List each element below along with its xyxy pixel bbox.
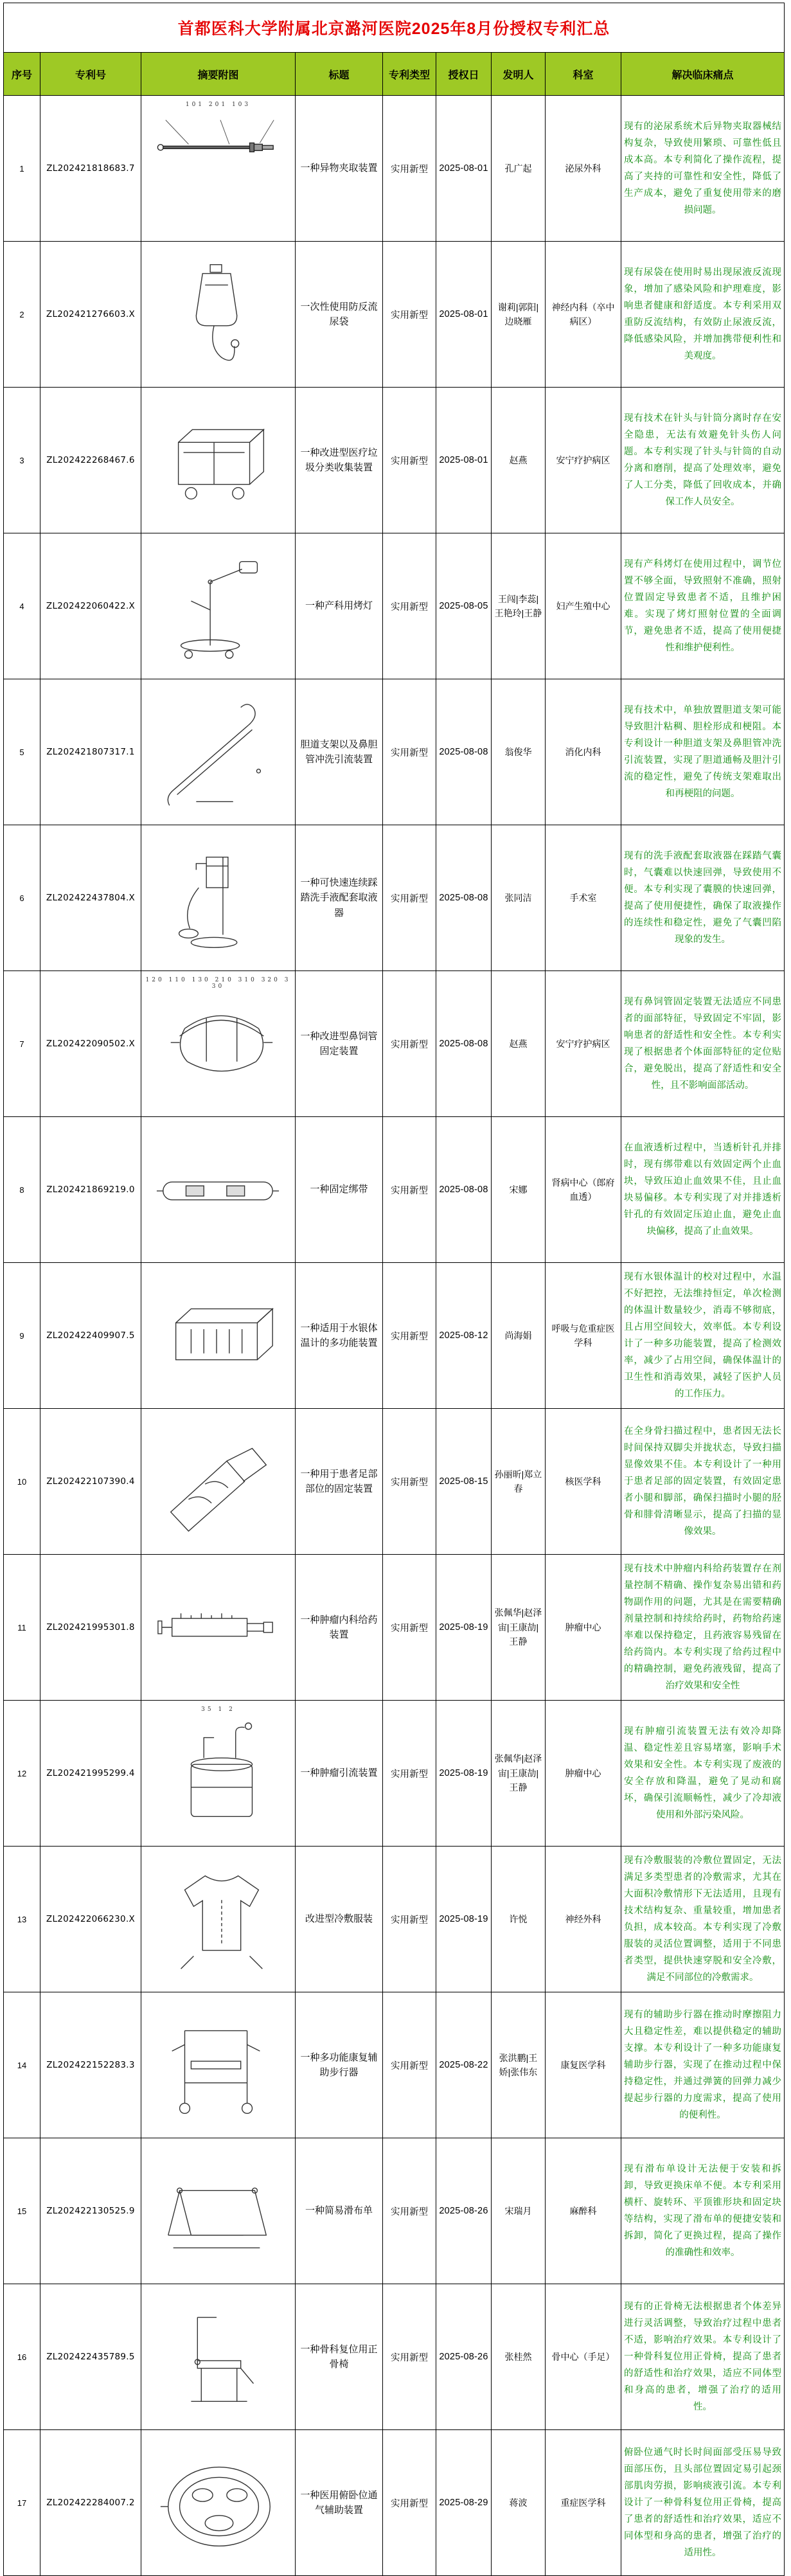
- patent-title-cell: 一种适用于水银体温计的多功能装置: [296, 1263, 383, 1409]
- prone-support-icon: [152, 2443, 285, 2563]
- grant-date-cell: 2025-08-19: [436, 1847, 492, 1992]
- bonesetting-chair-icon: [152, 2297, 285, 2417]
- table-row: [4, 533, 785, 679]
- pain-point-cell: 现有水银体温计的校对过程中，水温不好把控，无法维持恒定，单次检测的体温计数量较少，消毒不够彻底，且占用空间较大，效率低。本专利设计了一种多功能装置，提高了检测效率，减少了占用空间，确保体温计的卫生性和消毒效果，减轻了医护人员的工作压力。: [621, 1263, 785, 1409]
- patent-summary-sheet: [0, 3, 791, 2573]
- figure-cell: [141, 1409, 296, 1555]
- patent-number-cell: ZL202421807317.1: [40, 679, 141, 825]
- grant-date-cell: 2025-08-15: [436, 1409, 492, 1555]
- figure-callout-labels: 101 201 103: [185, 101, 251, 108]
- figure-cell: [141, 1263, 296, 1409]
- pain-point-cell: 现有的辅助步行器在推动时摩擦阻力大且稳定性差，难以提供稳定的辅助支撑。本专利设计了一种多功能康复辅助步行器，实现了在推动过程中保持稳定性，并通过弹簧的回弹力减少提起步行器的力度需求，提高了使用的便利性。: [621, 1992, 785, 2138]
- waste-cart-icon: [152, 400, 285, 520]
- patent-number-cell: ZL202422435789.5: [40, 2284, 141, 2430]
- grant-date-cell: 2025-08-01: [436, 242, 492, 388]
- inventors-cell: 宋娜: [492, 1117, 546, 1263]
- table-row: [4, 1992, 785, 2138]
- grant-date-cell: 2025-08-08: [436, 825, 492, 971]
- pain-point-cell: 现有尿袋在使用时易出现尿液反流现象，增加了感染风险和护理难度，影响患者健康和舒适度。本专利采用双重防反流结构，有效防止尿液反流，降低感染风险，并增加携带便利性和美观度。: [621, 242, 785, 388]
- figure-cell: [141, 242, 296, 388]
- cooling-garment-drawing: [144, 1850, 292, 1989]
- inventors-cell: 翁俊华: [492, 679, 546, 825]
- grant-date-cell: 2025-08-08: [436, 679, 492, 825]
- header-date: 授权日: [436, 53, 492, 96]
- patent-title-cell: 一种可快速连续踩踏洗手液配套取液器: [296, 825, 383, 971]
- table-row: [4, 2138, 785, 2284]
- urine-bag-drawing: [144, 246, 292, 384]
- table-row: [4, 242, 785, 388]
- grant-date-cell: 2025-08-01: [436, 388, 492, 533]
- table-row: [4, 971, 785, 1117]
- patent-type-cell: 实用新型: [383, 1117, 436, 1263]
- patent-title-cell: 胆道支架以及鼻胆管冲洗引流装置: [296, 679, 383, 825]
- serial-number-cell: 14: [4, 1992, 40, 2138]
- pain-point-cell: 现有的正骨椅无法根据患者个体差异进行灵活调整，导致治疗过程中患者不适，影响治疗效果。本专利设计了一种骨科复位用正骨椅，提高了患者的舒适性和治疗效果，适应不同体型和身高的患者，增强了治疗的适用性。: [621, 2284, 785, 2430]
- grant-date-cell: 2025-08-19: [436, 1701, 492, 1847]
- patent-type-cell: 实用新型: [383, 2430, 436, 2576]
- patent-table: [3, 3, 785, 2576]
- patent-type-cell: 实用新型: [383, 679, 436, 825]
- bonesetting-chair-drawing: [144, 2288, 292, 2426]
- walker-icon: [152, 2005, 285, 2125]
- patent-number-cell: ZL202422284007.2: [40, 2430, 141, 2576]
- serial-number-cell: 17: [4, 2430, 40, 2576]
- heat-lamp-icon: [152, 546, 285, 666]
- pain-point-cell: 现有肿瘤引流装置无法有效冷却降温、稳定性差且容易堵塞，影响手术效果和安全性。本专利实现了废液的安全存放和降温，避免了晃动和腐坏，确保引流顺畅性，减少了冷却液使用和外部污染风险。: [621, 1701, 785, 1847]
- figure-callout-labels: 120 110 130 210 310 320 330: [145, 976, 291, 990]
- pain-point-cell: 现有技术中，单独放置胆道支架可能导致胆汁粘稠、胆栓形成和梗阻。本专利设计一种胆道支架及鼻胆管冲洗引流装置，实现了胆道通畅及胆汁引流的稳定性，避免了传统支架难取出和再梗阻的问题。: [621, 679, 785, 825]
- table-row: [4, 1555, 785, 1701]
- pain-point-cell: 现有冷敷服装的冷敷位置固定，无法满足多类型患者的冷敷需求，尤其在大面积冷敷情形下无法适用，且现有技术结构复杂、重量较重，增加患者负担，成本较高。本专利实现了冷敷服装的灵活位置调整，适用于不同患者类型，提供快速穿脱和安全冷敷，满足不同部位的冷敷需求。: [621, 1847, 785, 1992]
- figure-cell: [141, 679, 296, 825]
- waste-cart-drawing: [144, 391, 292, 530]
- serial-number-cell: 3: [4, 388, 40, 533]
- department-cell: 消化内科: [546, 679, 621, 825]
- patent-title-cell: 一种异物夹取装置: [296, 96, 383, 242]
- patent-title-cell: 一种产科用烤灯: [296, 533, 383, 679]
- patent-number-cell: ZL202422130525.9: [40, 2138, 141, 2284]
- header-figure: 摘要附图: [141, 53, 296, 96]
- figure-cell: [141, 96, 296, 242]
- patent-title-cell: 一种肿瘤内科给药装置: [296, 1555, 383, 1701]
- inventors-cell: 宋瑞月: [492, 2138, 546, 2284]
- grant-date-cell: 2025-08-12: [436, 1263, 492, 1409]
- patent-type-cell: 实用新型: [383, 971, 436, 1117]
- pain-point-cell: 现有产科烤灯在使用过程中，调节位置不够全面，导致照射不准确，照射位置固定导致患者不适，且维护困难。实现了烤灯照射位置的全面调节，避免患者不适，提高了使用便捷性和维护便利性。: [621, 533, 785, 679]
- department-cell: 核医学科: [546, 1409, 621, 1555]
- serial-number-cell: 2: [4, 242, 40, 388]
- figure-cell: [141, 1555, 296, 1701]
- table-row: [4, 2430, 785, 2576]
- inventors-cell: 蒋波: [492, 2430, 546, 2576]
- figure-cell: [141, 1847, 296, 1992]
- patent-number-cell: ZL202422409907.5: [40, 1263, 141, 1409]
- patent-number-cell: ZL202422107390.4: [40, 1409, 141, 1555]
- inventors-cell: 孔广起: [492, 96, 546, 242]
- inventors-cell: 张佩华|赵泽宙|王康劼|王静: [492, 1555, 546, 1701]
- inventors-cell: 谢莉|郭阳|边晓雁: [492, 242, 546, 388]
- serial-number-cell: 13: [4, 1847, 40, 1992]
- department-cell: 康复医学科: [546, 1992, 621, 2138]
- slide-sheet-icon: [152, 2151, 285, 2271]
- patent-title-cell: 一种改进型鼻饲管固定装置: [296, 971, 383, 1117]
- patent-number-cell: ZL202421276603.X: [40, 242, 141, 388]
- header-pain-points: 解决临床痛点: [621, 53, 785, 96]
- department-cell: 呼吸与危重症医学科: [546, 1263, 621, 1409]
- patent-number-cell: ZL202422437804.X: [40, 825, 141, 971]
- inventors-cell: 张佩华|赵泽宙|王康劼|王静: [492, 1701, 546, 1847]
- inventors-cell: 孙丽昕|郑立春: [492, 1409, 546, 1555]
- patent-number-cell: ZL202421995301.8: [40, 1555, 141, 1701]
- patent-type-cell: 实用新型: [383, 1555, 436, 1701]
- thermometer-box-icon: [152, 1276, 285, 1395]
- patent-title-cell: 改进型冷敷服装: [296, 1847, 383, 1992]
- figure-cell: [141, 2138, 296, 2284]
- patent-type-cell: 实用新型: [383, 1847, 436, 1992]
- fixation-strap-icon: [152, 1130, 285, 1249]
- slide-sheet-drawing: [144, 2142, 292, 2280]
- department-cell: 肿瘤中心: [546, 1701, 621, 1847]
- inventors-cell: 许悦: [492, 1847, 546, 1992]
- department-cell: 安宁疗护病区: [546, 388, 621, 533]
- serial-number-cell: 15: [4, 2138, 40, 2284]
- department-cell: 肿瘤中心: [546, 1555, 621, 1701]
- patent-type-cell: 实用新型: [383, 1992, 436, 2138]
- department-cell: 妇产生殖中心: [546, 533, 621, 679]
- figure-cell: [141, 1992, 296, 2138]
- pain-point-cell: 现有的泌尿系统术后异物夹取器械结构复杂，导致使用繁琐、可靠性低且成本高。本专利简化了操作流程，提高了夹持的可靠性和安全性，降低了生产成本，避免了重复使用带来的磨损问题。: [621, 96, 785, 242]
- header-no: 序号: [4, 53, 40, 96]
- dosing-syringe-drawing: [144, 1559, 292, 1697]
- inventors-cell: 尚海娟: [492, 1263, 546, 1409]
- table-header-row: [4, 53, 785, 96]
- pain-point-cell: 现有滑布单设计无法便于安装和拆卸，导致更换床单不便。本专利采用横杆、旋转环、平顶锥形块和固定块等结构，实现了滑布单的便捷安装和拆卸，简化了更换过程，提高了操作的准确性和效率。: [621, 2138, 785, 2284]
- inventors-cell: 张洪鹏|王娇|张伟东: [492, 1992, 546, 2138]
- cooling-garment-icon: [152, 1859, 285, 1979]
- rod-instrument-drawing: [144, 100, 292, 238]
- drainage-tank-drawing: [144, 1704, 292, 1843]
- urine-bag-icon: [152, 255, 285, 374]
- patent-title-cell: 一次性使用防反流尿袋: [296, 242, 383, 388]
- figure-cell: [141, 1701, 296, 1847]
- pain-point-cell: 现有的洗手液配套取液器在踩踏气囊时，气囊难以快速回弹，导致使用不便。本专利实现了囊膜的快速回弹，提高了使用便捷性，确保了取液操作的连续性和稳定性，避免了气囊凹陷现象的发生。: [621, 825, 785, 971]
- inventors-cell: 赵燕: [492, 971, 546, 1117]
- serial-number-cell: 7: [4, 971, 40, 1117]
- department-cell: 神经内科（卒中病区）: [546, 242, 621, 388]
- department-cell: 安宁疗护病区: [546, 971, 621, 1117]
- biliary-stent-icon: [152, 692, 285, 812]
- serial-number-cell: 16: [4, 2284, 40, 2430]
- patent-type-cell: 实用新型: [383, 96, 436, 242]
- grant-date-cell: 2025-08-19: [436, 1555, 492, 1701]
- dosing-syringe-icon: [152, 1568, 285, 1687]
- department-cell: 麻醉科: [546, 2138, 621, 2284]
- pain-point-cell: 在全身骨扫描过程中，患者因无法长时间保持双脚尖并拢状态，导致扫描显像效果不佳。本专利设计了一种用于患者足部的固定装置，有效固定患者小腿和脚部，确保扫描时小腿的胫骨和腓骨清晰显示，提高了扫描的显像效果。: [621, 1409, 785, 1555]
- grant-date-cell: 2025-08-26: [436, 2284, 492, 2430]
- patent-title-cell: 一种用于患者足部部位的固定装置: [296, 1409, 383, 1555]
- header-title: 标题: [296, 53, 383, 96]
- page-title: 首都医科大学附属北京潞河医院2025年8月份授权专利汇总: [4, 3, 785, 53]
- grant-date-cell: 2025-08-22: [436, 1992, 492, 2138]
- patent-type-cell: 实用新型: [383, 2138, 436, 2284]
- header-type: 专利类型: [383, 53, 436, 96]
- patent-number-cell: ZL202421995299.4: [40, 1701, 141, 1847]
- figure-cell: [141, 388, 296, 533]
- pain-point-cell: 俯卧位通气时长时间面部受压易导致面部压伤，且头部位置固定易引起颈部肌肉劳损，影响痰液引流。本专利设计了一种骨科复位用正骨椅，提高了患者的舒适性和治疗效果，适应不同体型和身高的患者，增强了治疗的适用性。: [621, 2430, 785, 2576]
- table-row: [4, 96, 785, 242]
- grant-date-cell: 2025-08-08: [436, 1117, 492, 1263]
- department-cell: 肾病中心（郎府血透）: [546, 1117, 621, 1263]
- patent-number-cell: ZL202422268467.6: [40, 388, 141, 533]
- patent-type-cell: 实用新型: [383, 388, 436, 533]
- header-patent-no: 专利号: [40, 53, 141, 96]
- table-row: [4, 2284, 785, 2430]
- patent-type-cell: 实用新型: [383, 1263, 436, 1409]
- patent-title-cell: 一种医用俯卧位通气辅助装置: [296, 2430, 383, 2576]
- patent-title-cell: 一种骨科复位用正骨椅: [296, 2284, 383, 2430]
- patent-title-cell: 一种肿瘤引流装置: [296, 1701, 383, 1847]
- foot-brace-drawing: [144, 1413, 292, 1551]
- patent-type-cell: 实用新型: [383, 825, 436, 971]
- pain-point-cell: 现有鼻饲管固定装置无法适应不同患者的面部特征，导致固定不牢固，影响患者的舒适性和安全性。本专利实现了根据患者个体面部特征的定位贴合，避免脱出，提高了舒适性和安全性，且不影响面部活动。: [621, 971, 785, 1117]
- patent-title-cell: 一种多功能康复辅助步行器: [296, 1992, 383, 2138]
- serial-number-cell: 10: [4, 1409, 40, 1555]
- figure-cell: [141, 2430, 296, 2576]
- heat-lamp-drawing: [144, 537, 292, 675]
- inventors-cell: 赵燕: [492, 388, 546, 533]
- table-row: [4, 1263, 785, 1409]
- figure-cell: [141, 533, 296, 679]
- fixation-strap-drawing: [144, 1121, 292, 1259]
- patent-number-cell: ZL202422152283.3: [40, 1992, 141, 2138]
- header-department: 科室: [546, 53, 621, 96]
- grant-date-cell: 2025-08-08: [436, 971, 492, 1117]
- figure-cell: [141, 1117, 296, 1263]
- patent-type-cell: 实用新型: [383, 533, 436, 679]
- department-cell: 泌尿外科: [546, 96, 621, 242]
- foot-dispenser-icon: [152, 838, 285, 958]
- figure-callout-labels: 35 1 2: [201, 1706, 235, 1713]
- drainage-tank-icon: [152, 1713, 285, 1833]
- patent-title-cell: 一种改进型医疗垃圾分类收集装置: [296, 388, 383, 533]
- patent-title-cell: 一种简易滑布单: [296, 2138, 383, 2284]
- foot-dispenser-drawing: [144, 829, 292, 967]
- serial-number-cell: 5: [4, 679, 40, 825]
- serial-number-cell: 8: [4, 1117, 40, 1263]
- patent-type-cell: 实用新型: [383, 1701, 436, 1847]
- grant-date-cell: 2025-08-29: [436, 2430, 492, 2576]
- serial-number-cell: 4: [4, 533, 40, 679]
- inventors-cell: 张同洁: [492, 825, 546, 971]
- serial-number-cell: 12: [4, 1701, 40, 1847]
- department-cell: 骨中心（手足）: [546, 2284, 621, 2430]
- grant-date-cell: 2025-08-26: [436, 2138, 492, 2284]
- figure-cell: [141, 971, 296, 1117]
- patent-number-cell: ZL202422090502.X: [40, 971, 141, 1117]
- patent-type-cell: 实用新型: [383, 2284, 436, 2430]
- inventors-cell: 张桂然: [492, 2284, 546, 2430]
- serial-number-cell: 1: [4, 96, 40, 242]
- inventors-cell: 王闯|李蕊|王艳玲|王静: [492, 533, 546, 679]
- table-row: [4, 1117, 785, 1263]
- pain-point-cell: 现有技术中肿瘤内科给药装置存在剂量控制不精确、操作复杂易出错和药物副作用的问题，尤其是在需要精确剂量控制和持续给药时，药物给药速率难以保持稳定，且药液容易残留在给药筒内。本专利实现了给药过程中的精确控制，避免药液残留，提高了治疗效果和安全性: [621, 1555, 785, 1701]
- department-cell: 手术室: [546, 825, 621, 971]
- biliary-stent-drawing: [144, 683, 292, 821]
- serial-number-cell: 11: [4, 1555, 40, 1701]
- title-row: [4, 3, 785, 53]
- patent-number-cell: ZL202421818683.7: [40, 96, 141, 242]
- patent-number-cell: ZL202422060422.X: [40, 533, 141, 679]
- patent-number-cell: ZL202421869219.0: [40, 1117, 141, 1263]
- table-row: [4, 388, 785, 533]
- pain-point-cell: 在血液透析过程中，当透析针孔并排时，现有绑带难以有效固定两个止血块，导致压迫止血效果不佳，且止血块易偏移。本专利实现了对并排透析针孔的有效固定压迫止血，避免止血块偏移，提高了止血效果。: [621, 1117, 785, 1263]
- pain-point-cell: 现有技术在针头与针筒分离时存在安全隐患，无法有效避免针头伤人问题。本专利实现了针头与针筒的自动分离和磨削，提高了处理效率，避免了人工分类，降低了回收成本，并确保工作人员安全。: [621, 388, 785, 533]
- serial-number-cell: 9: [4, 1263, 40, 1409]
- table-row: [4, 679, 785, 825]
- serial-number-cell: 6: [4, 825, 40, 971]
- patent-type-cell: 实用新型: [383, 242, 436, 388]
- department-cell: 重症医学科: [546, 2430, 621, 2576]
- foot-brace-icon: [152, 1422, 285, 1541]
- header-inventors: 发明人: [492, 53, 546, 96]
- figure-cell: [141, 825, 296, 971]
- face-fixation-drawing: [144, 975, 292, 1113]
- grant-date-cell: 2025-08-01: [436, 96, 492, 242]
- table-row: [4, 1847, 785, 1992]
- prone-support-drawing: [144, 2434, 292, 2572]
- department-cell: 神经外科: [546, 1847, 621, 1992]
- figure-cell: [141, 2284, 296, 2430]
- patent-title-cell: 一种固定绑带: [296, 1117, 383, 1263]
- table-row: [4, 825, 785, 971]
- patent-type-cell: 实用新型: [383, 1409, 436, 1555]
- patent-number-cell: ZL202422066230.X: [40, 1847, 141, 1992]
- thermometer-box-drawing: [144, 1267, 292, 1405]
- patent-table-body: [4, 96, 785, 2576]
- rod-instrument-icon: [152, 109, 285, 228]
- face-fixation-icon: [152, 984, 285, 1104]
- grant-date-cell: 2025-08-05: [436, 533, 492, 679]
- table-row: [4, 1409, 785, 1555]
- walker-drawing: [144, 1996, 292, 2134]
- table-row: [4, 1701, 785, 1847]
